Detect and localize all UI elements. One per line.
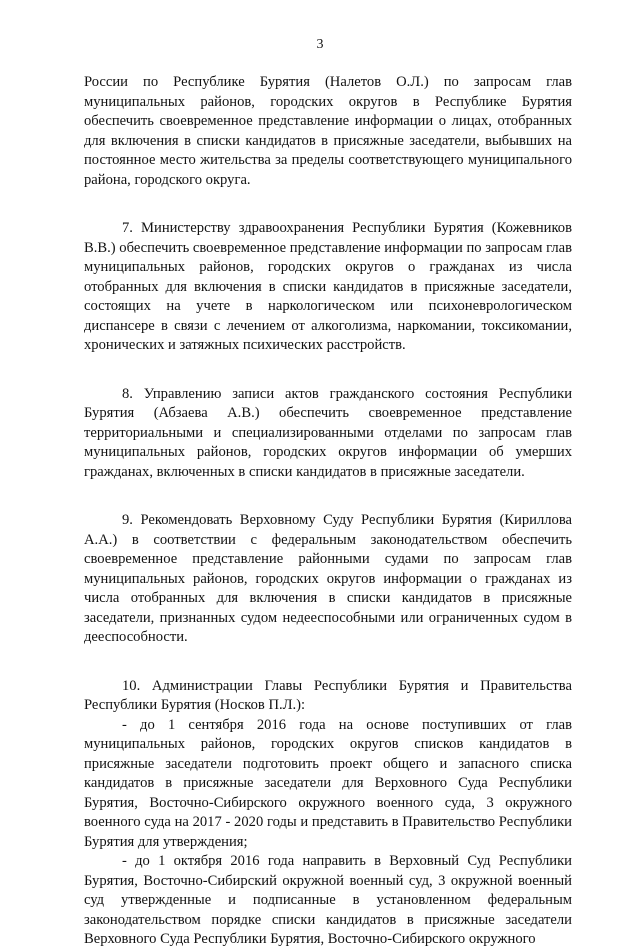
paragraph-item-9: 9. Рекомендовать Верховному Суду Республики Бурятия (Кириллова А.А.) в соответствии с федеральным законодательством обеспечить своевременное представление районными судами по запросам глав муниципальных районов, городских округов информации о гражданах из числа отобранных для включения в списки кандидатов в присяжные заседатели, признанных судом недееспособными или ограниченных судом в дееспособности. (84, 512, 572, 645)
paragraph-item-10-subitem-2: - до 1 октября 2016 года направить в Верховный Суд Республики Бурятия, Восточно-Сибирский окружной военный суд, 3 окружной военный суд утвержденные и подписанные в установленном федеральным законодательством порядке списки кандидатов в присяжные заседатели Верховного Суда Республики Бурятия, Восточно-Сибирского окружного (84, 853, 572, 947)
page-number: 3 (316, 37, 324, 52)
paragraph-item-10-subitem-1: - до 1 сентября 2016 года на основе поступивших от глав муниципальных районов, городских округов списков кандидатов в присяжные заседатели подготовить проект общего и запасного списка кандидатов в присяжные заседатели для Верховного Суда Республики Бурятия, Восточно-Сибирского окружного военного суда, 3 окружного военного суда на 2017 - 2020 годы и представить в Правительство Республики Бурятия для утверждения; (84, 716, 572, 850)
paragraph-item-8: 8. Управлению записи актов гражданского состояния Республики Бурятия (Абзаева А.В.) обеспечить своевременное представление территориальными и специализированными отделами по запросам глав муниципальных районов, городских округов информации об умерших гражданах, включенных в списки кандидатов в присяжные заседатели. (84, 385, 572, 480)
document-body (84, 73, 572, 950)
paragraph-continuation: России по Республике Бурятия (Налетов О.Л.) по запросам глав муниципальных районов, городских округов в Республике Бурятия обеспечить своевременное представление информации о лицах, отобранных для включения в списки кандидатов в присяжные заседатели, выбывших на постоянное место жительства за пределы соответствующего муниципального района, городского округа. (84, 74, 572, 188)
paragraph-item-7: 7. Министерству здравоохранения Республики Бурятия (Кожевников В.В.) обеспечить своевременное представление информации по запросам глав муниципальных районов, городских округов о гражданах из числа отобранных для включения в списки кандидатов в присяжные заседатели, состоящих на учете в наркологическом или психоневрологическом диспансере в связи с лечением от алкоголизма, наркомании, токсикомании, хронических и затяжных психических расстройств. (84, 220, 572, 353)
paragraph-item-10: 10. Администрации Главы Республики Бурятия и Правительства Республики Бурятия (Носков П.Л.): (84, 677, 572, 713)
